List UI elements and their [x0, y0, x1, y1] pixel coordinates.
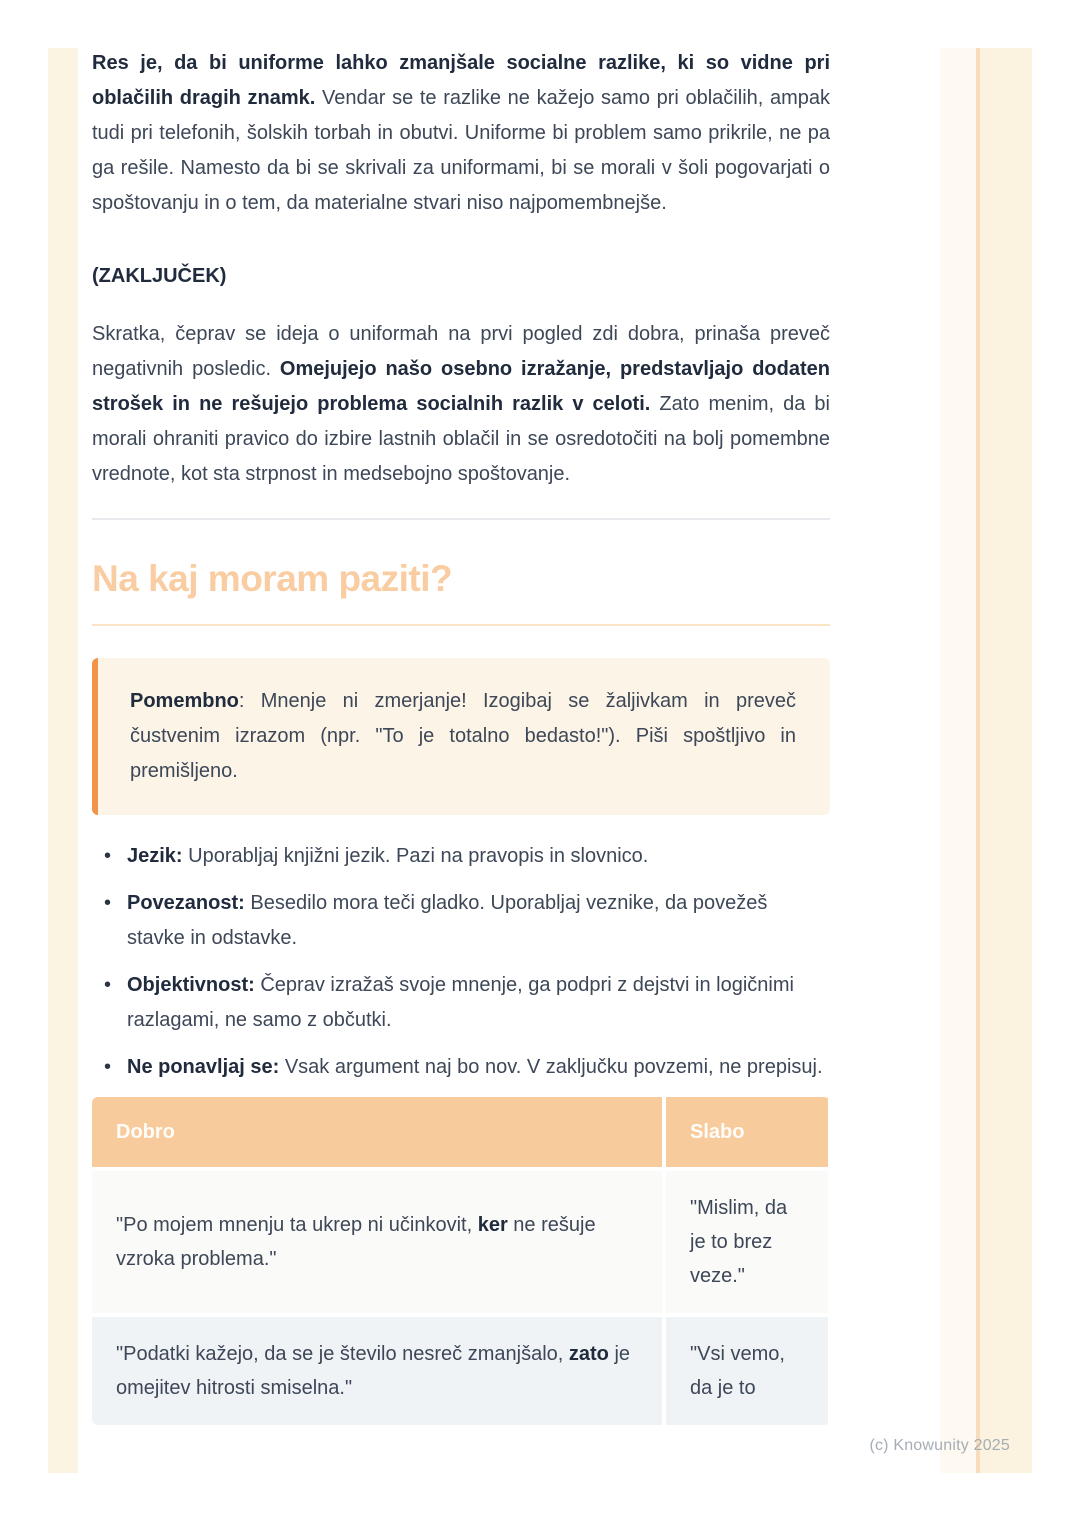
table-cell-good-1: "Po mojem mnenju ta ukrep ni učinkovit, ker ne rešuje vzroka problema.": [92, 1171, 662, 1313]
tips-list: [92, 839, 830, 1085]
argument-paragraph: Res je, da bi uniforme lahko zmanjšale socialne razlike, ki so vidne pri oblačilih dragih znamk. Vendar se te razlike ne kažejo samo pri oblačilih, ampak tudi pri telefonih, šolskih torbah in obutvi. Uniforme bi problem samo prikrile, ne pa ga rešile. Namesto da bi se skrivali za uniformami, bi se morali v šoli pogovarjati o spoštovanju in o tem, da materialne stvari niso najpomembnejše.: [92, 52, 831, 214]
left-margin-stripe: [48, 48, 78, 1473]
copyright-credit: (c) Knowunity 2025: [869, 1437, 1010, 1454]
bullet-icon: •: [104, 1056, 112, 1078]
examples-table: [92, 1097, 830, 1425]
list-item-text: Objektivnost: Čeprav izražaš svoje mnenje, ga podpri z dejstvi in logičnimi razlagami, ne samo z občutki.: [127, 974, 794, 1031]
section-divider: [92, 518, 830, 520]
list-item-povezanost: [92, 886, 830, 956]
table-cell-bad-1: "Mislim, da je to brez veze.": [666, 1171, 828, 1313]
list-item-ne-ponavljaj: [92, 1050, 830, 1085]
right-margin-stripe-faint: [940, 48, 976, 1473]
bullet-icon: •: [104, 892, 112, 914]
table-cell-good-2: "Podatki kažejo, da se je število nesreč zmanjšalo, zato je omejitev hitrosti smiselna.": [92, 1317, 662, 1425]
conclusion-paragraph: Skratka, čeprav se ideja o uniformah na prvi pogled zdi dobra, prinaša preveč negativnih posledic. Omejujejo našo osebno izražanje, predstavljajo dodaten strošek in ne rešujejo problema socialnih razlik v celoti. Zato menim, da bi morali ohraniti pravico do izbire lastnih oblačil in se osredotočiti na bolj pomembne vrednote, kot sta strpnost in medsebojno spoštovanje.: [92, 323, 830, 485]
list-item-text: Ne ponavljaj se: Vsak argument naj bo nov. V zaključku povzemi, ne prepisuj.: [127, 1056, 823, 1078]
right-margin-stripe: [980, 48, 1032, 1473]
list-item-text: Povezanost: Besedilo mora teči gladko. Uporabljaj veznike, da povežeš stavke in odstavke.: [127, 892, 768, 949]
list-item-jezik: [92, 839, 830, 874]
table-header-slabo: Slabo: [666, 1097, 828, 1167]
table-header-dobro: Dobro: [92, 1097, 662, 1167]
section-title-underline: [92, 624, 830, 626]
table-cell-bad-2: "Vsi vemo, da je to: [666, 1317, 828, 1425]
important-callout-text: Pomembno: Mnenje ni zmerjanje! Izogibaj se žaljivkam in preveč čustvenim izrazom (npr. "To je totalno bedasto!"). Piši spoštljivo in premišljeno.: [130, 690, 796, 782]
section-title: Na kaj moram paziti?: [92, 558, 453, 599]
conclusion-heading: (ZAKLJUČEK): [92, 265, 227, 287]
list-item-objektivnost: [92, 968, 830, 1038]
list-item-text: Jezik: Uporabljaj knjižni jezik. Pazi na pravopis in slovnico.: [127, 845, 649, 867]
bullet-icon: •: [104, 845, 112, 867]
document-content: [92, 0, 830, 1425]
important-callout: [92, 658, 830, 815]
bullet-icon: •: [104, 974, 112, 996]
